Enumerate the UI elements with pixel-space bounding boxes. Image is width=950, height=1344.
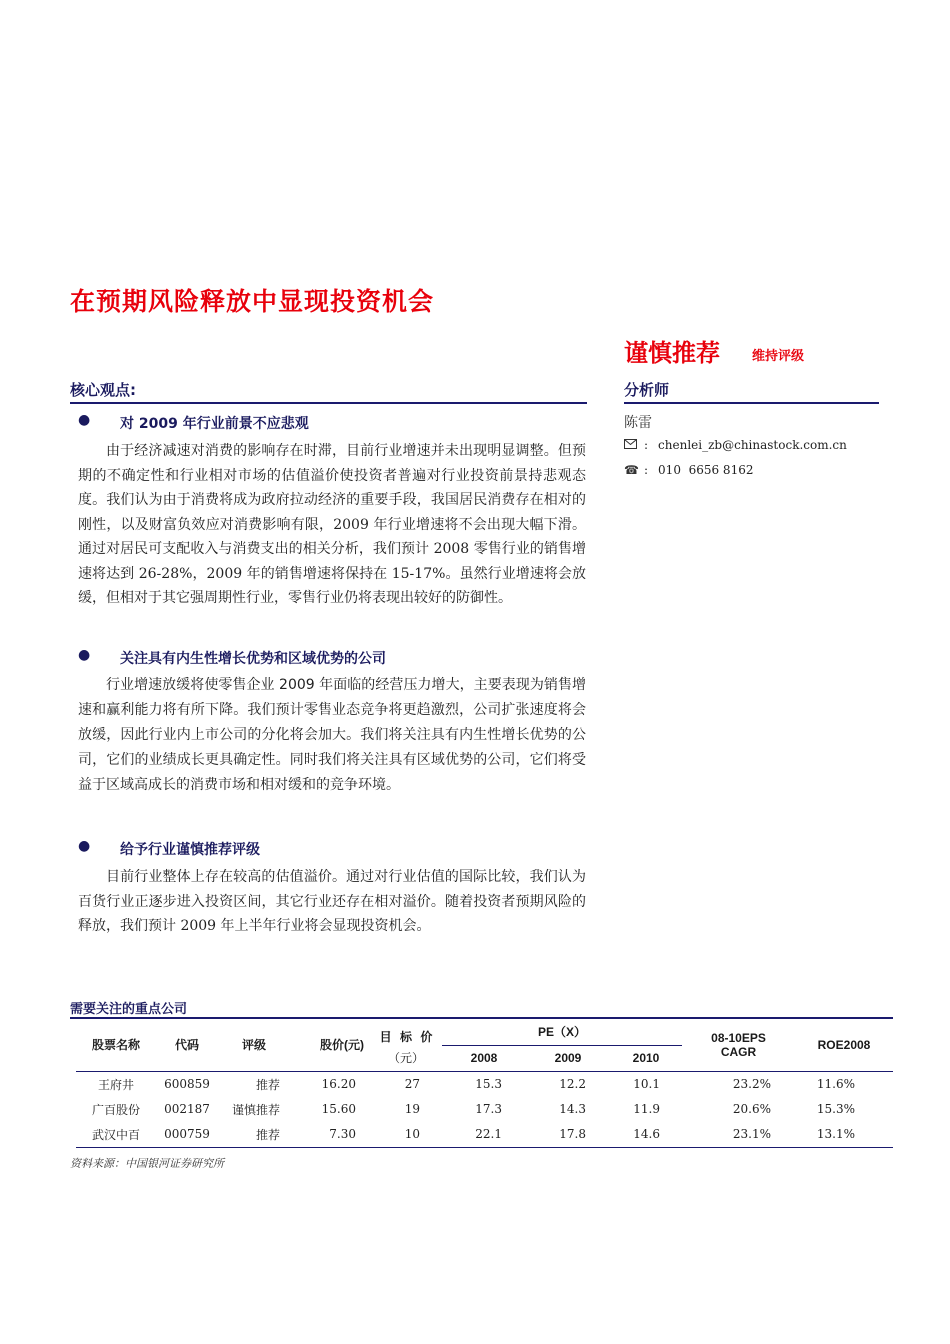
cell-name: 王府井 (97, 1077, 134, 1092)
cell-pe-2010: 14.6 (633, 1127, 660, 1141)
cell-price: 15.60 (321, 1102, 356, 1116)
cell-pe-2009: 12.2 (559, 1077, 586, 1091)
cell-price: 16.20 (321, 1077, 356, 1091)
th-pe-2009: 2009 (554, 1051, 582, 1065)
section-1-body: 由于经济减速对消费的影响存在时滞，目前行业增速并未出现明显调整。但预期的不确定性和行业相对市场的估值溢价使投资者普遍对行业投资前景持悲观态度。我们认为由于消费将成为政府拉动经济的重要手段，我国居民消费存在相对的刚性，以及财富负效应对消费影响有限，2009 年行业增速将不会出现大幅下滑。通过对居民可支配收入与消费支出的相关分析，我们预计 2008 零售行业的销售增速将达到 26-28%，2009 年的销售增速将保持在 15-17%。虽然行业增速将会放缓，但相对于其它强周期性行业，零售行业仍将表现出较好的防御性。 (78, 443, 586, 606)
th-pe-2008: 2008 (470, 1051, 498, 1065)
cell-target: 19 (404, 1102, 420, 1116)
cell-pe-2008: 22.1 (475, 1127, 502, 1141)
cell-roe: 11.6% (816, 1077, 855, 1091)
th-name: 股票名称 (91, 1038, 140, 1053)
section-2-heading: 关注具有内生性增长优势和区域优势的公司 (120, 651, 386, 667)
th-target: 目 标 价 (379, 1030, 433, 1044)
table-row (76, 1072, 893, 1097)
phone-separator: : (644, 463, 649, 477)
analyst-rule (624, 402, 879, 404)
cell-pe-2009: 17.8 (559, 1127, 586, 1141)
section-3-heading: 给予行业谨慎推荐评级 (120, 842, 260, 858)
section-3-body: 目前行业整体上存在较高的估值溢价。通过对行业估值的国际比较，我们认为百货行业正逐步进入投资区间，其它行业还存在相对溢价。随着投资者预期风险的释放，我们预计 2009 年上半年行业将会显现投资机会。 (78, 869, 586, 934)
analyst-email[interactable] (624, 438, 847, 452)
phone-icon: ☎ (624, 463, 639, 477)
cell-roe: 15.3% (816, 1102, 855, 1116)
th-roe: ROE2008 (817, 1037, 871, 1052)
th-pe: PE（X） (442, 1019, 682, 1045)
cell-cagr: 23.1% (732, 1127, 771, 1141)
envelope-icon (624, 438, 640, 452)
bullet-2: ● (78, 647, 91, 663)
cell-rating: 推荐 (255, 1127, 280, 1142)
section-1-heading: 对 2009 年行业前景不应悲观 (120, 416, 309, 432)
analyst-heading: 分析师 (624, 381, 670, 399)
th-code: 代码 (174, 1038, 199, 1053)
report-title: 在预期风险释放中显现投资机会 (70, 287, 435, 316)
rating-label: 谨慎推荐 (624, 339, 720, 367)
th-eps-cagr: CAGR (720, 1045, 757, 1059)
cell-name: 武汉中百 (91, 1127, 140, 1142)
bullet-3: ● (78, 838, 91, 854)
th-target-unit: （元） (387, 1051, 424, 1066)
cell-rating: 推荐 (255, 1077, 280, 1092)
section-2-body: 行业增速放缓将使零售企业 2009 年面临的经营压力增大，主要表现为销售增速和赢利能力将有所下降。我们预计零售业态竞争将更趋激烈，公司扩张速度将会放缓，因此行业内上市公司的分化将会加大。我们将关注具有内生性增长优势的公司，它们的业绩成长更具确定性。同时我们将关注具有区域优势的公司，它们将受益于区域高成长的消费市场和相对缓和的竞争环境。 (78, 677, 586, 793)
email-address[interactable]: chenlei_zb@chinastock.com.cn (658, 438, 847, 452)
cell-name: 广百股份 (91, 1102, 140, 1117)
cell-cagr: 20.6% (732, 1102, 771, 1116)
cell-pe-2008: 17.3 (475, 1102, 502, 1116)
key-companies-title: 需要关注的重点公司 (70, 1002, 188, 1017)
cell-cagr: 23.2% (732, 1077, 771, 1091)
key-companies-table (76, 1019, 893, 1148)
cell-pe-2009: 14.3 (559, 1102, 586, 1116)
analyst-name: 陈雷 (624, 415, 652, 431)
cell-code: 002187 (164, 1102, 210, 1116)
core-views-heading: 核心观点: (70, 381, 136, 399)
cell-code: 600859 (164, 1077, 210, 1091)
table-row (76, 1097, 893, 1122)
phone-number: 010 6656 8162 (658, 463, 754, 477)
cell-roe: 13.1% (816, 1127, 855, 1141)
cell-pe-2010: 11.9 (633, 1102, 660, 1116)
cell-pe-2010: 10.1 (633, 1077, 660, 1091)
cell-target: 27 (404, 1077, 420, 1091)
table-row (76, 1122, 893, 1148)
th-price: 股价(元) (320, 1038, 364, 1053)
email-separator: : (644, 438, 649, 452)
analyst-phone (624, 463, 753, 477)
cell-rating: 谨慎推荐 (231, 1102, 280, 1117)
th-pe-2010: 2010 (632, 1051, 660, 1065)
bullet-1: ● (78, 412, 91, 428)
cell-code: 000759 (164, 1127, 210, 1141)
cell-pe-2008: 15.3 (475, 1077, 502, 1091)
rating-status: 维持评级 (752, 349, 805, 364)
cell-price: 7.30 (329, 1127, 356, 1141)
cell-target: 10 (404, 1127, 420, 1141)
th-eps: 08-10EPS (711, 1031, 766, 1045)
core-views-rule (70, 402, 587, 404)
data-source: 资料来源：中国银河证券研究所 (70, 1157, 224, 1170)
th-rating: 评级 (241, 1038, 266, 1053)
